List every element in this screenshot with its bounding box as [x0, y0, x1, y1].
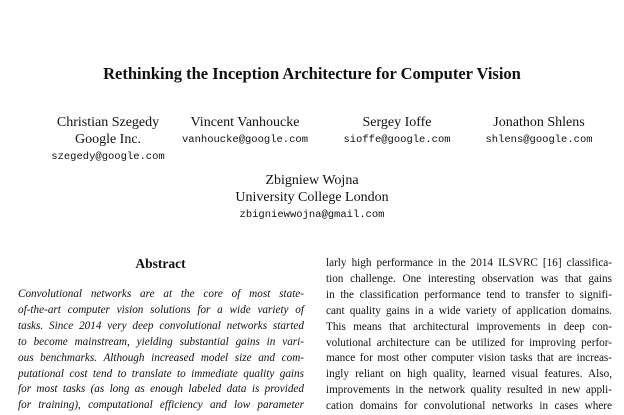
abstract-line: Convolutional networks are at the core of most state- [18, 288, 304, 300]
body-line: tion challenge. One interesting observation was that gains [326, 272, 612, 285]
body-column-right [326, 256, 612, 415]
author-name: Zbigniew Wojna [265, 173, 359, 188]
author-email: szegedy@google.com [51, 151, 165, 163]
abstract-line: to become mainstream, yielding substantial gains in vari- [18, 335, 304, 348]
author-name: Vincent Vanhoucke [190, 115, 300, 130]
author-affiliation: University College London [235, 190, 389, 205]
author-block [212, 172, 412, 224]
body-line: larly high performance in the 2014 ILSVRC [16] classifica- [326, 257, 612, 269]
author-name: Jonathon Shlens [493, 115, 585, 130]
body-line: cant quality gains in a wide variety of application domains. [326, 304, 612, 317]
body-line: mance for most other computer vision tasks that are increas- [326, 352, 612, 365]
paper-title: Rethinking the Inception Architecture for Computer Vision [103, 64, 521, 83]
abstract-line: of-the-art computer vision solutions for a wide variety of [18, 303, 304, 316]
abstract-line: for training), computational efficiency and low parameter [18, 399, 304, 412]
author-email: sioffe@google.com [343, 134, 451, 146]
abstract-line: tasks. Since 2014 very deep convolutional networks started [18, 319, 304, 332]
author-name: Sergey Ioffe [362, 115, 432, 130]
body-line: in the classification performance tend to transfer to signifi- [326, 288, 612, 301]
abstract-line: putational cost tend to translate to immediate quality gains [18, 367, 304, 380]
author-email: zbigniewwojna@gmail.com [239, 209, 385, 221]
body-line: cation domains for convolutional networks in cases where [326, 400, 612, 413]
author-email: shlens@google.com [485, 134, 593, 146]
author-block [160, 114, 330, 149]
abstract-line: ous benchmarks. Although increased model size and com- [18, 351, 304, 364]
body-line: This means that architectural improvements in deep con- [326, 320, 612, 333]
abstract-line: for most tasks (as long as enough labeled data is provided [18, 383, 304, 396]
body-line: ingly reliant on high quality, learned visual features. Also, [326, 368, 612, 381]
author-affiliation: Google Inc. [74, 132, 142, 147]
author-email: vanhoucke@google.com [181, 134, 309, 146]
author-block [454, 114, 624, 149]
body-line: volutional architecture can be utilized for improving perfor- [326, 336, 612, 349]
abstract-body [18, 287, 304, 414]
body-line: improvements in the network quality resulted in new appli- [326, 384, 612, 397]
abstract-heading: Abstract [135, 256, 186, 271]
author-name: Christian Szegedy [56, 115, 160, 130]
